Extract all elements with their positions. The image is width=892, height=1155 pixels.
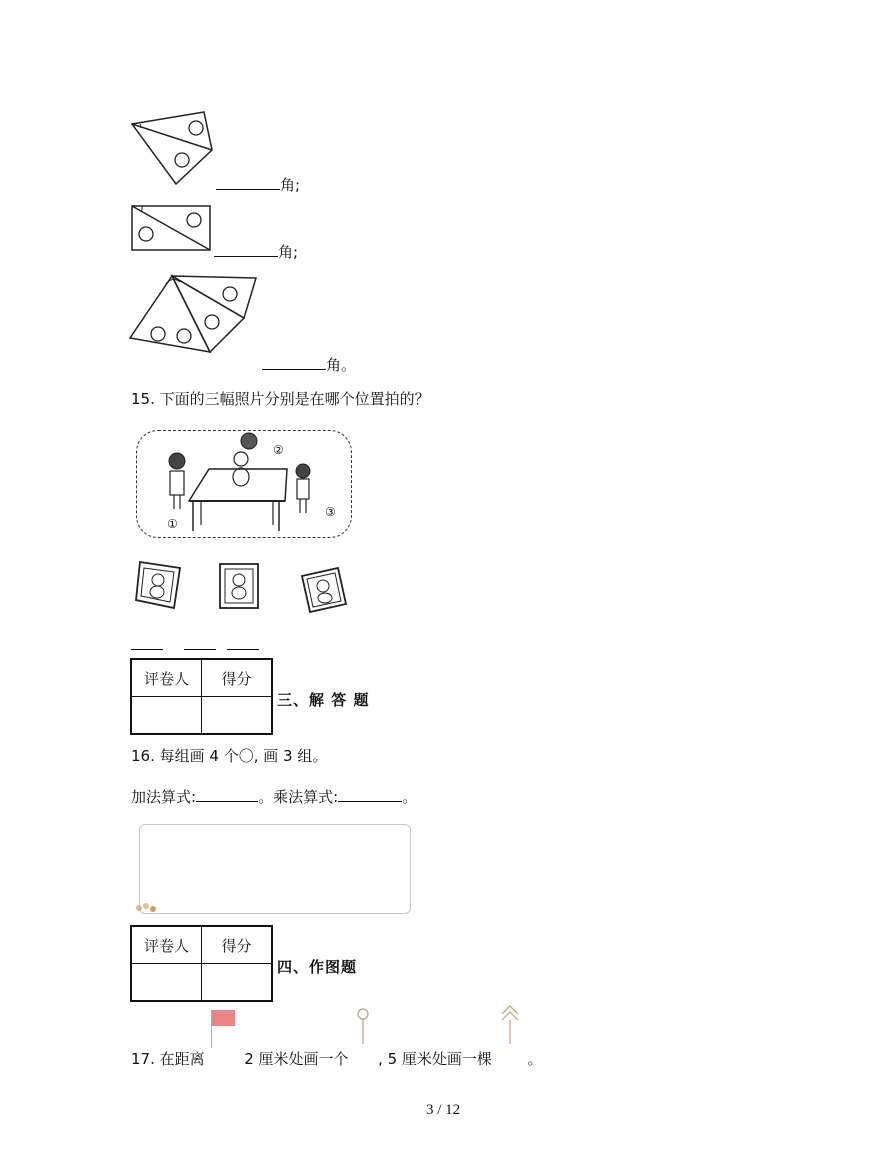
grader-header: 评卷人 — [131, 926, 202, 964]
photo-3-icon — [300, 566, 348, 614]
photo-answer-blank-3[interactable] — [227, 649, 259, 650]
set-square-figure-2 — [130, 204, 216, 254]
score-cell[interactable] — [202, 697, 273, 735]
grader-cell[interactable] — [131, 697, 202, 735]
grader-header: 评卷人 — [131, 659, 202, 697]
score-cell[interactable] — [202, 964, 273, 1002]
answer-blank[interactable] — [216, 175, 280, 190]
flag-icon — [211, 1028, 237, 1068]
score-header: 得分 — [202, 926, 273, 964]
position-label-2: ② — [273, 443, 284, 457]
score-table-1 — [130, 658, 273, 735]
photo-answer-blank-2[interactable] — [184, 649, 216, 650]
angle-answer-line-1: 角; — [216, 174, 300, 195]
angle-answer-line-2: 角; — [214, 241, 298, 262]
score-table-2 — [130, 925, 273, 1002]
drawing-area[interactable] — [139, 824, 411, 914]
multiplication-blank[interactable] — [338, 787, 402, 802]
page-number: 3 / 12 — [426, 1102, 461, 1118]
position-label-3: ③ — [325, 505, 336, 519]
question-17: 17. 在距离 2 厘米处画一个 , 5 厘米处画一棵 。 — [131, 1028, 543, 1069]
photo-scene — [136, 430, 352, 538]
pine-tree-icon — [499, 1028, 521, 1068]
question-16-formulas: 加法算式: 。乘法算式: 。 — [131, 788, 418, 806]
photo-1-icon — [134, 560, 182, 610]
angle-answer-line-3: 角。 — [262, 354, 356, 375]
grader-cell[interactable] — [131, 964, 202, 1002]
addition-blank[interactable] — [196, 787, 258, 802]
position-label-1: ① — [167, 517, 178, 531]
tree-icon — [355, 1028, 371, 1068]
photo-2-icon — [218, 562, 260, 610]
section-4-title: 四、作图题 — [277, 958, 358, 976]
set-square-figure-3 — [128, 272, 260, 364]
section-3-title: 三、解 答 题 — [277, 691, 370, 709]
answer-blank[interactable] — [262, 355, 326, 370]
question-15: 15. 下面的三幅照片分别是在哪个位置拍的？ — [131, 390, 430, 408]
set-square-figure-1 — [130, 110, 220, 190]
photo-answer-blank-1[interactable] — [131, 649, 163, 650]
answer-blank[interactable] — [214, 242, 278, 257]
question-16: 16. 每组画 4 个〇, 画 3 组。 — [131, 747, 328, 765]
score-header: 得分 — [202, 659, 273, 697]
flower-decoration-icon — [134, 901, 160, 915]
